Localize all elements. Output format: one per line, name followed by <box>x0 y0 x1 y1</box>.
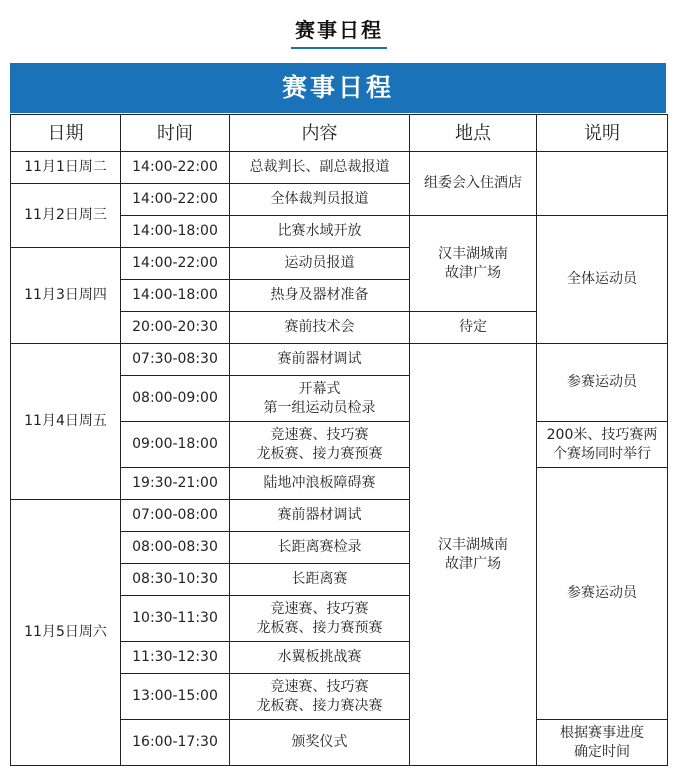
content-line: 龙板赛、接力赛预赛 <box>256 445 383 462</box>
content-cell <box>230 248 410 280</box>
content-line: 赛前器材调试 <box>277 507 362 523</box>
content-cell <box>230 344 410 376</box>
note-line: 确定时间 <box>574 743 630 760</box>
time-cell: 14:00-22:00 <box>121 248 230 280</box>
table-row <box>11 152 668 184</box>
location-line: 故津广场 <box>445 264 501 281</box>
content-cell <box>230 376 410 422</box>
date-cell: 11月5日周六 <box>11 500 121 766</box>
content-cell <box>230 596 410 642</box>
note-line: 参赛运动员 <box>567 585 637 601</box>
content-cell <box>230 564 410 596</box>
time-cell: 14:00-22:00 <box>121 184 230 216</box>
header-date: 日期 <box>11 115 121 152</box>
schedule-table <box>10 114 668 766</box>
location-line: 汉丰湖城南 <box>438 245 508 262</box>
content-line: 第一组运动员检录 <box>263 399 376 416</box>
location-cell <box>410 152 537 216</box>
header-row <box>11 115 668 152</box>
time-cell: 10:30-11:30 <box>121 596 230 642</box>
content-line: 长距离赛 <box>291 571 348 587</box>
note-line: 根据赛事进度 <box>560 724 644 741</box>
note-line: 参赛运动员 <box>567 374 637 390</box>
location-line: 组委会入住酒店 <box>424 175 522 191</box>
page-heading: 赛事日程 <box>291 14 387 49</box>
content-line: 运动员报道 <box>284 255 355 271</box>
content-line: 竞速赛、技巧赛 <box>270 678 369 695</box>
content-line: 热身及器材准备 <box>270 287 369 303</box>
time-cell: 14:00-18:00 <box>121 216 230 248</box>
content-cell <box>230 152 410 184</box>
header-note: 说明 <box>537 115 668 152</box>
schedule-body <box>11 152 668 766</box>
date-cell: 11月3日周四 <box>11 248 121 344</box>
content-cell <box>230 642 410 674</box>
header-time: 时间 <box>121 115 230 152</box>
header-content: 内容 <box>230 115 410 152</box>
location-line: 汉丰湖城南 <box>438 536 508 553</box>
content-cell <box>230 720 410 766</box>
content-line: 颁奖仪式 <box>291 734 348 750</box>
time-cell: 14:00-22:00 <box>121 152 230 184</box>
date-cell: 11月1日周二 <box>11 152 121 184</box>
time-cell: 08:00-09:00 <box>121 376 230 422</box>
content-line: 赛前器材调试 <box>277 351 362 367</box>
time-cell: 07:30-08:30 <box>121 344 230 376</box>
content-cell <box>230 184 410 216</box>
content-line: 开幕式 <box>298 380 341 397</box>
content-cell <box>230 422 410 468</box>
location-cell <box>410 216 537 312</box>
note-cell <box>537 468 668 720</box>
time-cell: 14:00-18:00 <box>121 280 230 312</box>
note-cell <box>537 344 668 422</box>
note-line: 个赛场同时举行 <box>553 445 651 462</box>
note-cell <box>537 152 668 216</box>
time-cell: 09:00-18:00 <box>121 422 230 468</box>
note-cell <box>537 216 668 344</box>
location-line: 待定 <box>459 319 487 335</box>
note-cell <box>537 422 668 468</box>
date-cell: 11月2日周三 <box>11 184 121 248</box>
content-line: 赛前技术会 <box>284 319 355 335</box>
content-cell <box>230 674 410 720</box>
content-line: 长距离赛检录 <box>277 539 362 555</box>
time-cell: 20:00-20:30 <box>121 312 230 344</box>
header-location: 地点 <box>410 115 537 152</box>
time-cell: 08:30-10:30 <box>121 564 230 596</box>
content-line: 比赛水域开放 <box>277 223 362 239</box>
content-line: 总裁判长、副总裁报道 <box>249 159 390 175</box>
time-cell: 07:00-08:00 <box>121 500 230 532</box>
content-line: 全体裁判员报道 <box>270 191 369 207</box>
schedule-banner: 赛事日程 <box>10 63 666 113</box>
content-line: 陆地冲浪板障碍赛 <box>263 475 376 491</box>
page-heading-wrap <box>0 14 678 49</box>
content-cell <box>230 216 410 248</box>
content-cell <box>230 312 410 344</box>
content-line: 龙板赛、接力赛预赛 <box>256 619 383 636</box>
note-line: 200米、技巧赛两 <box>546 426 658 443</box>
location-cell <box>410 344 537 766</box>
content-cell <box>230 500 410 532</box>
time-cell: 11:30-12:30 <box>121 642 230 674</box>
table-row <box>11 344 668 376</box>
time-cell: 13:00-15:00 <box>121 674 230 720</box>
content-line: 水翼板挑战赛 <box>277 649 362 665</box>
time-cell: 19:30-21:00 <box>121 468 230 500</box>
location-cell <box>410 312 537 344</box>
content-line: 龙板赛、接力赛决赛 <box>256 697 383 714</box>
note-line: 全体运动员 <box>567 271 637 287</box>
note-cell <box>537 720 668 766</box>
time-cell: 08:00-08:30 <box>121 532 230 564</box>
location-line: 故津广场 <box>445 555 501 572</box>
time-cell: 16:00-17:30 <box>121 720 230 766</box>
date-cell: 11月4日周五 <box>11 344 121 500</box>
content-cell <box>230 532 410 564</box>
content-line: 竞速赛、技巧赛 <box>270 600 369 617</box>
content-cell <box>230 468 410 500</box>
content-line: 竞速赛、技巧赛 <box>270 426 369 443</box>
content-cell <box>230 280 410 312</box>
